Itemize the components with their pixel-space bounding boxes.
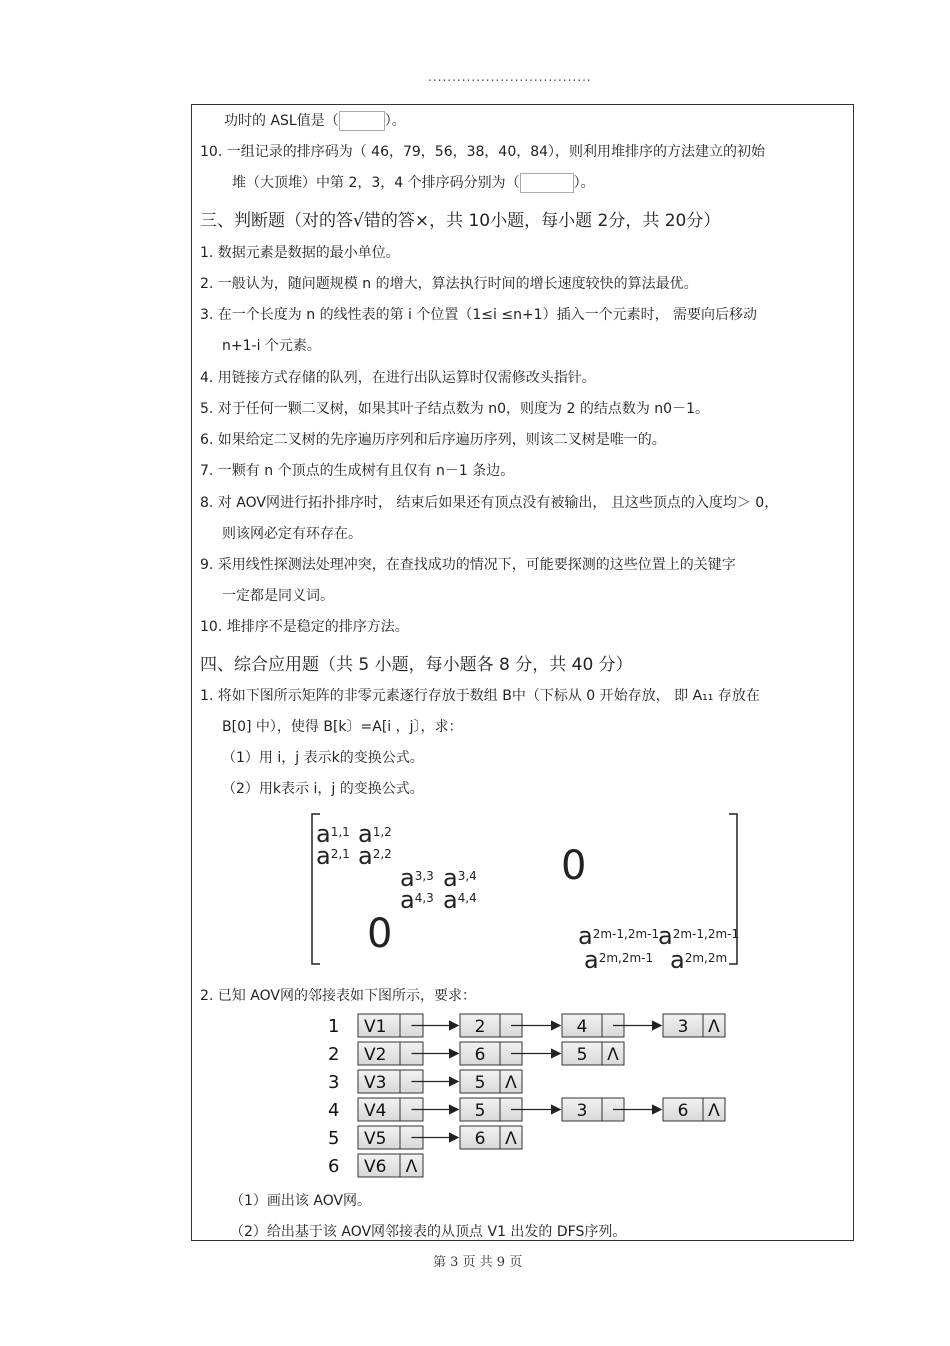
null-pointer: Λ xyxy=(708,1017,720,1037)
judge-8-line-1: 8. 对 AOV网进行拓扑排序时， 结束后如果还有顶点没有被输出， 且这些顶点的入度均＞ 0， xyxy=(200,495,779,511)
judge-9-line-2: 一定都是同义词。 xyxy=(222,588,334,604)
matrix-entry: $a^{3,4}$ xyxy=(443,864,477,892)
problem-1-line-2: B[0] 中），使得 B[k〕=A[i ，j〕，求： xyxy=(222,719,463,735)
edge-node-vertex: 6 xyxy=(677,1101,689,1121)
edge-node-vertex: 4 xyxy=(576,1017,588,1037)
edge-node-vertex: 5 xyxy=(576,1045,588,1065)
matrix-entry: $a^{3,3}$ xyxy=(400,864,434,892)
vertex-label: V4 xyxy=(364,1101,387,1121)
judge-7: 7. 一颗有 n 个顶点的生成树有且仅有 n－1 条边。 xyxy=(200,463,515,479)
matrix-entry: $a^{1,1}$ xyxy=(316,820,350,848)
vertex-index: 4 xyxy=(328,1100,340,1121)
judge-10: 10. 堆排序不是稳定的排序方法。 xyxy=(200,619,409,635)
vertex-label: V1 xyxy=(364,1017,387,1037)
vertex-label: V5 xyxy=(364,1129,387,1149)
vertex-index: 6 xyxy=(328,1156,340,1177)
vertex-index: 5 xyxy=(328,1128,340,1149)
q10-end: ）。 xyxy=(573,175,595,191)
problem-1-part-1: （1）用 i，j 表示k的变换公式。 xyxy=(222,750,424,766)
null-pointer: Λ xyxy=(607,1045,619,1065)
q9-end: ）。 xyxy=(384,113,406,129)
matrix-entry: $a^{4,3}$ xyxy=(400,886,434,914)
matrix-entry: $a^{2,2}$ xyxy=(358,842,392,870)
matrix-entry: $a^{2,1}$ xyxy=(316,842,350,870)
null-pointer: Λ xyxy=(505,1129,517,1149)
vertex-label: V2 xyxy=(364,1045,387,1065)
judge-2: 2. 一般认为，随问题规模 n 的增大，算法执行时间的增长速度较快的算法最优。 xyxy=(200,276,698,292)
q10-text: 堆（大顶堆）中第 2，3，4 个排序码分别为（ xyxy=(232,175,520,191)
adjacency-list-diagram xyxy=(320,1008,740,1186)
null-pointer: Λ xyxy=(405,1157,418,1177)
matrix-entry: $a^{2m-1,2m-1}$ xyxy=(658,922,740,950)
judge-3-line-2: n+1-i 个元素。 xyxy=(222,338,321,354)
judge-5: 5. 对于任何一颗二叉树，如果其叶子结点数为 n0，则度为 2 的结点数为 n0－1。 xyxy=(200,401,709,417)
matrix-zero-lower: 0 xyxy=(367,911,393,957)
edge-node-vertex: 2 xyxy=(474,1017,486,1037)
q9-text: 功时的 ASL值是（ xyxy=(224,113,339,129)
edge-node-vertex: 5 xyxy=(474,1073,486,1093)
matrix-entry: $a^{4,4}$ xyxy=(443,886,477,914)
section-3-title: 三、判断题（对的答√错的答×，共 10小题，每小题 2分，共 20分） xyxy=(200,211,721,231)
answer-blank xyxy=(520,173,574,193)
judge-8-line-2: 则该网必定有环存在。 xyxy=(222,526,362,542)
edge-node-vertex: 6 xyxy=(474,1129,486,1149)
judge-3-line-1: 3. 在一个长度为 n 的线性表的第 i 个位置（1≤i ≤n+1）插入一个元素时， 需要向后移动 xyxy=(200,307,758,323)
answer-blank xyxy=(339,111,385,131)
matrix-entry: $a^{2m,2m}$ xyxy=(670,946,728,974)
vertex-label: V3 xyxy=(364,1073,387,1093)
judge-4: 4. 用链接方式存储的队列，在进行出队运算时仅需修改头指针。 xyxy=(200,370,596,386)
edge-node-vertex: 6 xyxy=(474,1045,486,1065)
null-pointer: Λ xyxy=(708,1101,720,1121)
question-10-line-2 xyxy=(232,172,595,193)
matrix-entry: $a^{1,2}$ xyxy=(358,820,392,848)
judge-6: 6. 如果给定二叉树的先序遍历序列和后序遍历序列，则该二叉树是唯一的。 xyxy=(200,432,666,448)
header-dots: .................................. xyxy=(428,70,592,84)
q9-continuation xyxy=(224,110,406,131)
matrix-entry: $a^{2m-1,2m-1}$ xyxy=(578,922,660,950)
null-pointer: Λ xyxy=(505,1073,517,1093)
matrix-entry: $a^{2m,2m-1}$ xyxy=(584,946,654,974)
problem-1-line-1: 1. 将如下图所示矩阵的非零元素逐行存放于数组 B中（下标从 0 开始存放， 即 A₁₁ 存放在 xyxy=(200,688,760,704)
edge-node-vertex: 3 xyxy=(677,1017,689,1037)
vertex-label: V6 xyxy=(364,1157,387,1177)
problem-2-line: 2. 已知 AOV网的邻接表如下图所示，要求： xyxy=(200,988,476,1004)
edge-node-vertex: 5 xyxy=(474,1101,486,1121)
section-4-title: 四、综合应用题（共 5 小题，每小题各 8 分，共 40 分） xyxy=(200,655,633,675)
problem-2-part-1: （1）画出该 AOV网。 xyxy=(230,1193,372,1209)
vertex-index: 1 xyxy=(328,1016,340,1037)
problem-1-part-2: （2）用k表示 i，j 的变换公式。 xyxy=(222,781,424,797)
judge-1: 1. 数据元素是数据的最小单位。 xyxy=(200,245,400,261)
question-10-line-1: 10. 一组记录的排序码为（ 46，79，56，38，40，84），则利用堆排序的方法建立的初始 xyxy=(200,144,766,160)
page-number-footer: 第 3 页 共 9 页 xyxy=(433,1255,523,1270)
vertex-index: 2 xyxy=(328,1044,340,1065)
matrix-zero-upper: 0 xyxy=(561,843,587,889)
edge-node-vertex: 3 xyxy=(576,1101,588,1121)
problem-2-part-2: （2）给出基于该 AOV网邻接表的从顶点 V1 出发的 DFS序列。 xyxy=(230,1224,627,1240)
judge-9-line-1: 9. 采用线性探测法处理冲突，在查找成功的情况下，可能要探测的这些位置上的关键字 xyxy=(200,557,736,573)
vertex-index: 3 xyxy=(328,1072,340,1093)
block-diagonal-matrix xyxy=(308,812,743,974)
